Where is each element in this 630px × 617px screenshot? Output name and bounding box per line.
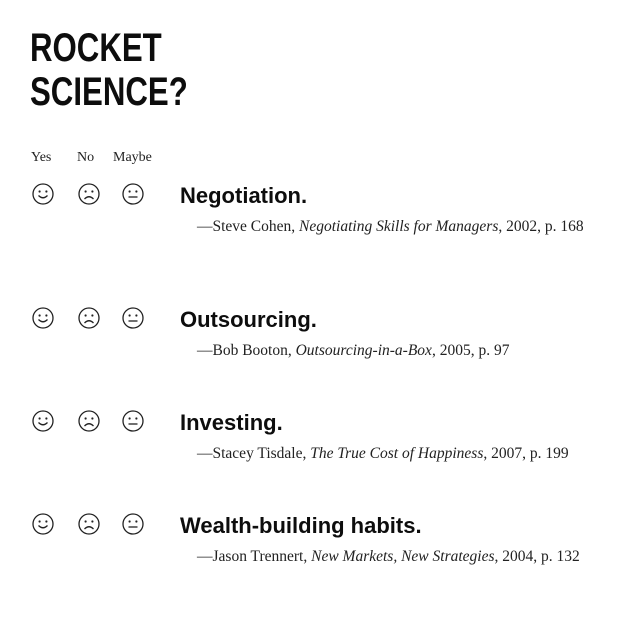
smile-face-icon[interactable] <box>32 410 54 432</box>
column-header-no: No <box>77 150 95 165</box>
citation-dash: — <box>197 548 213 565</box>
frown-face-icon[interactable] <box>78 307 100 329</box>
citation-dash: — <box>197 218 213 235</box>
topic-heading: Negotiation. <box>180 183 308 208</box>
citation <box>197 444 597 464</box>
citation-book: New Markets, New Strategies <box>311 548 495 565</box>
neutral-face-icon[interactable] <box>122 410 144 432</box>
column-header-maybe: Maybe <box>113 150 152 165</box>
citation-book: Negotiating Skills for Managers <box>299 218 499 235</box>
smile-face-icon[interactable] <box>32 513 54 535</box>
smile-face-icon[interactable] <box>32 307 54 329</box>
citation-author: Stacey Tisdale, <box>212 445 311 462</box>
smile-face-icon[interactable] <box>32 183 54 205</box>
neutral-face-icon[interactable] <box>122 307 144 329</box>
citation-book: The True Cost of Happiness <box>310 445 484 462</box>
citation <box>197 547 587 567</box>
title-line-2: SCIENCE? <box>30 70 188 114</box>
citation-book: Outsourcing-in-a-Box <box>295 342 432 359</box>
topic-heading: Wealth-building habits. <box>180 513 422 538</box>
frown-face-icon[interactable] <box>78 183 100 205</box>
citation-author: Jason Trennert, <box>212 548 312 565</box>
citation-details: , 2005, p. 97 <box>431 342 510 359</box>
title-line-1: ROCKET <box>30 26 162 70</box>
frown-face-icon[interactable] <box>78 410 100 432</box>
topic-heading: Outsourcing. <box>180 307 317 332</box>
citation-author: Bob Booton, <box>212 342 296 359</box>
citation-dash: — <box>197 342 213 359</box>
frown-face-icon[interactable] <box>78 513 100 535</box>
citation-author: Steve Cohen, <box>212 218 300 235</box>
citation-details: , 2004, p. 132 <box>494 548 580 565</box>
citation-dash: — <box>197 445 213 462</box>
neutral-face-icon[interactable] <box>122 513 144 535</box>
citation-details: , 2002, p. 168 <box>498 218 584 235</box>
citation <box>197 217 597 237</box>
topic-heading: Investing. <box>180 410 283 435</box>
column-header-yes: Yes <box>31 150 52 165</box>
page-title <box>30 26 188 114</box>
neutral-face-icon[interactable] <box>122 183 144 205</box>
citation-details: , 2007, p. 199 <box>483 445 569 462</box>
citation <box>197 341 597 361</box>
